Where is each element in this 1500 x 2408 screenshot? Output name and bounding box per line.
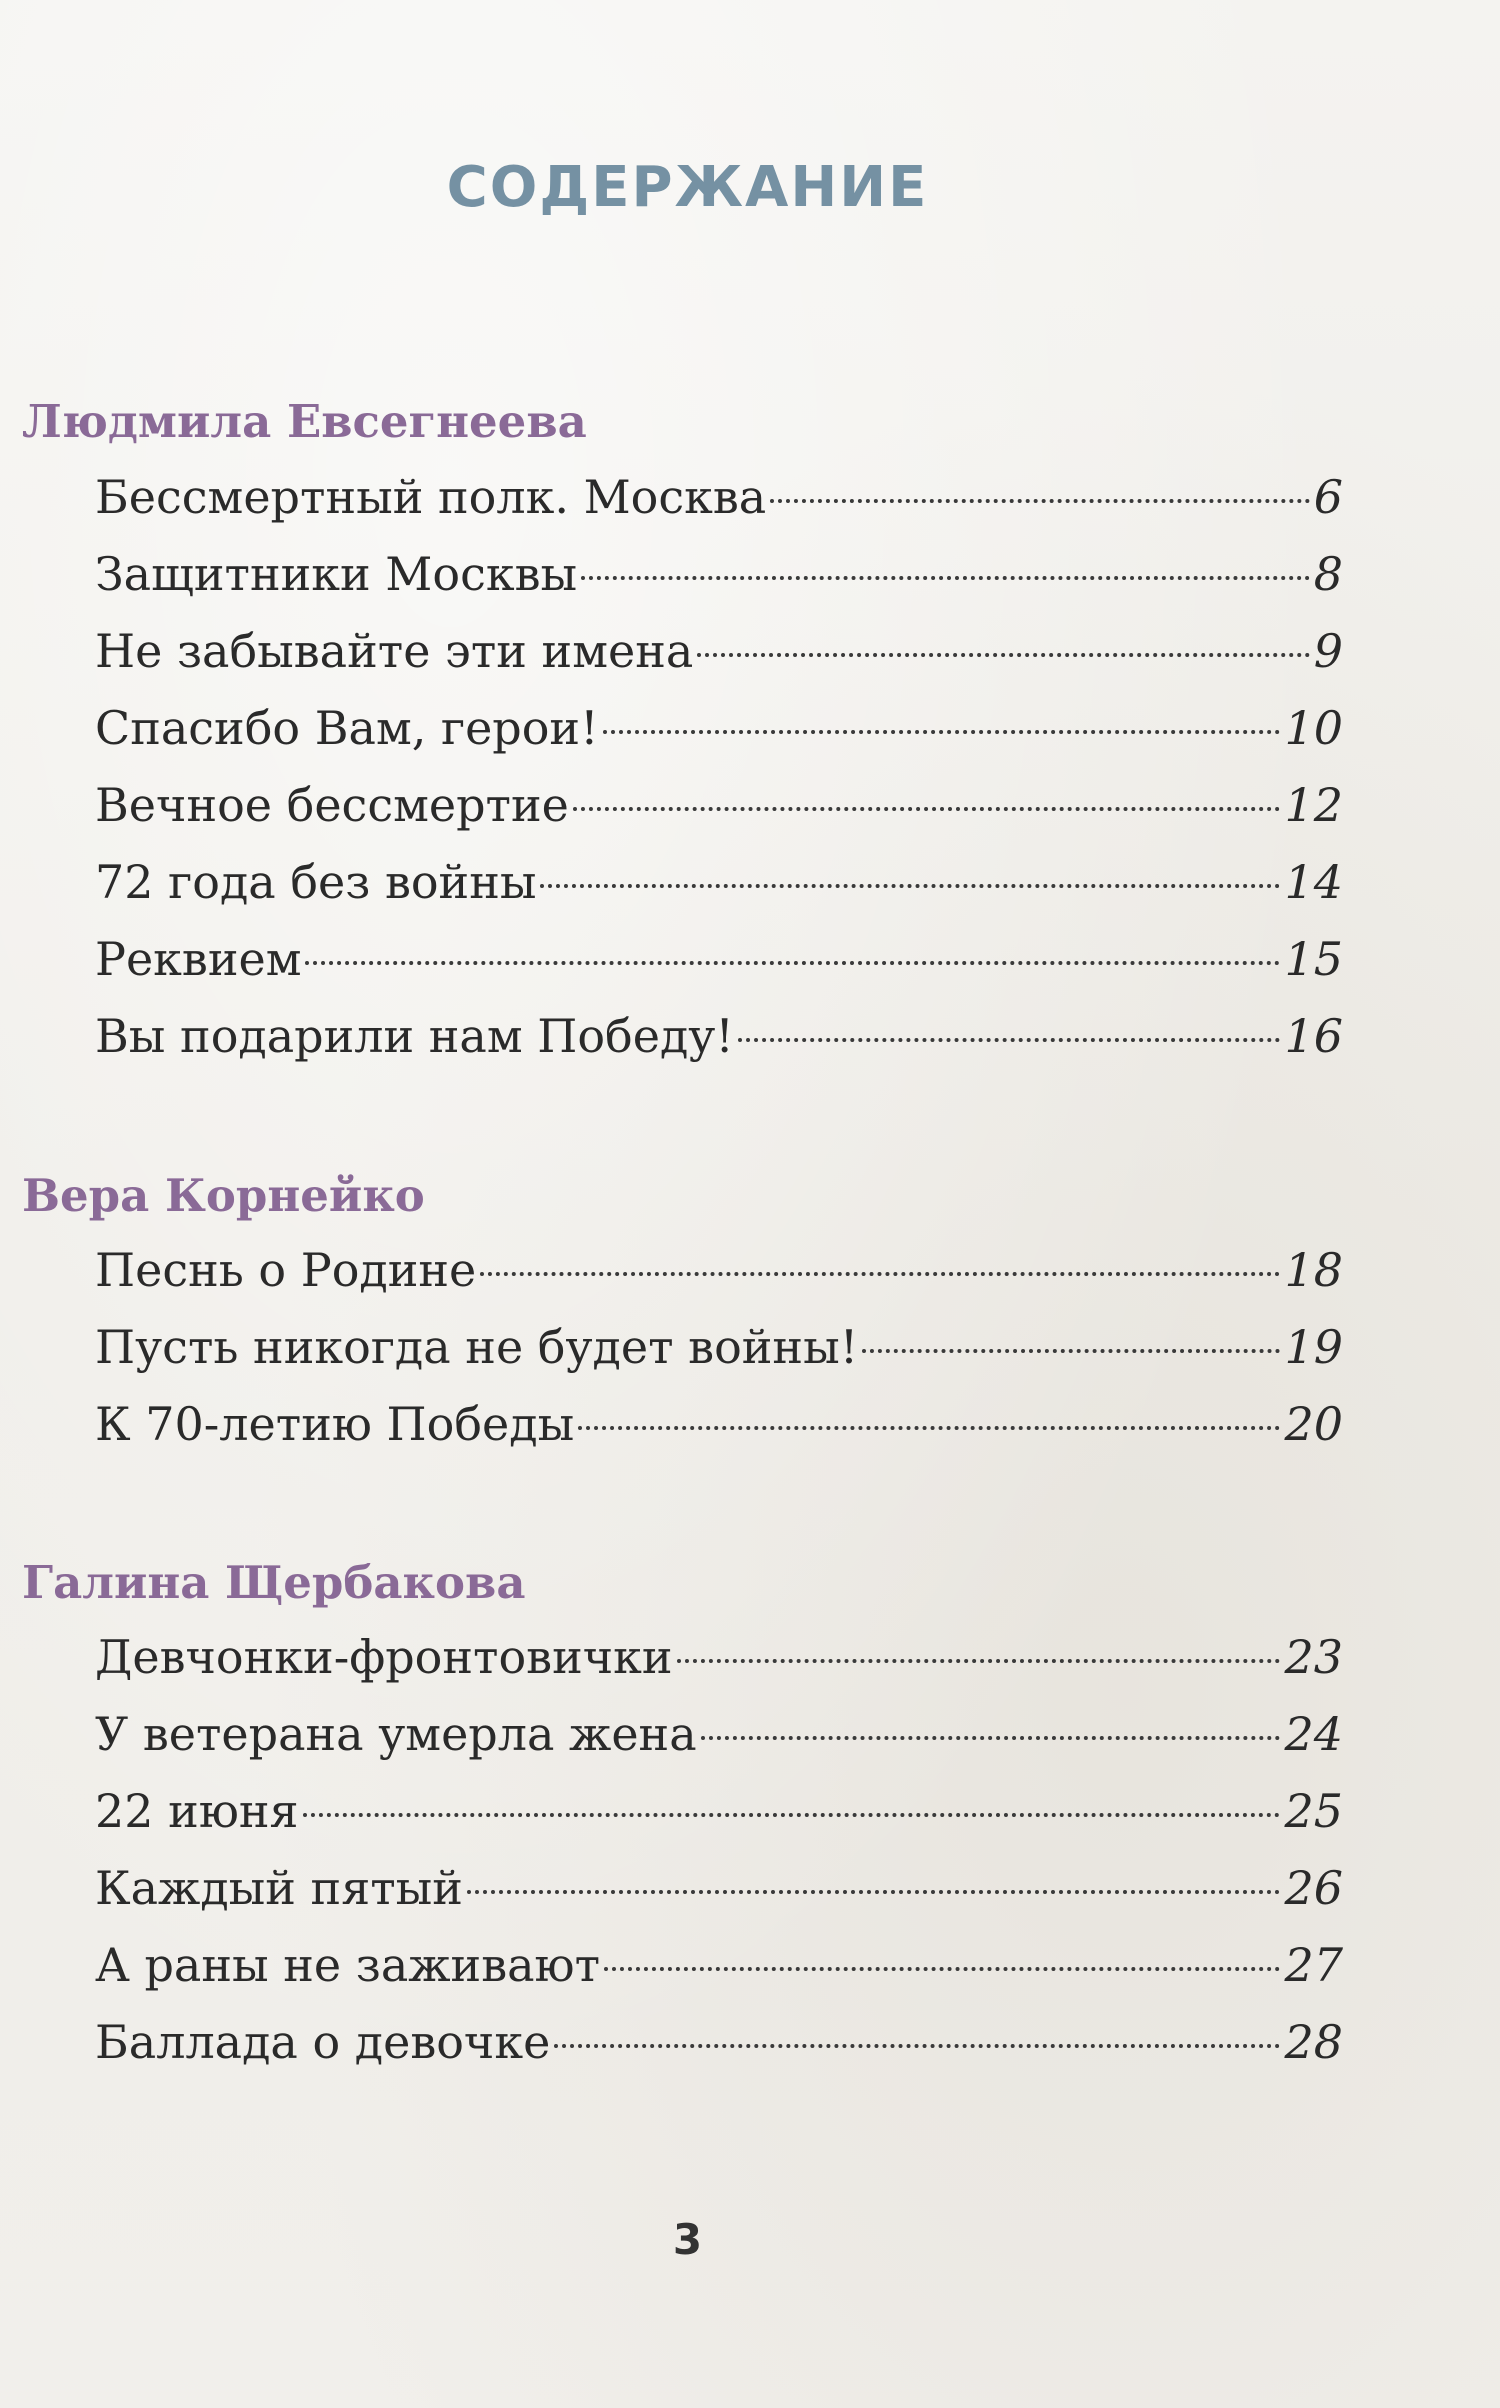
toc-entry (95, 1930, 1343, 2000)
toc-entry-title: К 70-летию Победы (95, 1397, 575, 1451)
dot-leader (554, 2044, 1280, 2048)
dot-leader (701, 1736, 1281, 1740)
toc-entry (95, 1853, 1343, 1923)
dot-leader (578, 1426, 1280, 1430)
toc-entry (95, 462, 1343, 532)
toc-entry-title: 72 года без войны (95, 855, 537, 909)
toc-entry-title: Пусть никогда не будет войны! (95, 1320, 859, 1374)
author-heading: Галина Щербакова (22, 1556, 526, 1609)
dot-leader (303, 1813, 1281, 1817)
dot-leader (697, 653, 1309, 657)
toc-entry-title: У ветерана умерла жена (95, 1707, 697, 1761)
toc-entry-page: 25 (1284, 1784, 1343, 1838)
toc-entry-title: Песнь о Родине (95, 1243, 477, 1297)
toc-entry-title: Вечное бессмертие (95, 778, 569, 832)
dot-leader (862, 1349, 1280, 1353)
page-number: 3 (672, 2215, 703, 2264)
author-heading: Людмила Евсегнеева (22, 395, 587, 448)
toc-entry-title: А раны не заживают (95, 1938, 601, 1992)
toc-entry (95, 2007, 1343, 2077)
toc-entry-title: Реквием (95, 932, 302, 986)
dot-leader (573, 807, 1281, 811)
toc-entry (95, 693, 1343, 763)
dot-leader (540, 884, 1280, 888)
toc-entry (95, 1622, 1343, 1692)
toc-entry-page: 19 (1284, 1320, 1343, 1374)
dot-leader (480, 1272, 1280, 1276)
toc-entry (95, 1235, 1343, 1305)
toc-entry-page: 10 (1284, 701, 1343, 755)
dot-leader (603, 730, 1281, 734)
toc-entry (95, 1699, 1343, 1769)
toc-entry-page: 23 (1284, 1630, 1343, 1684)
toc-entry-page: 27 (1284, 1938, 1343, 1992)
toc-entry (95, 616, 1343, 686)
author-heading: Вера Корнейко (22, 1169, 425, 1222)
toc-entry-page: 12 (1284, 778, 1343, 832)
toc-entry-title: Не забывайте эти имена (95, 624, 694, 678)
toc-entry (95, 539, 1343, 609)
toc-entry (95, 1389, 1343, 1459)
dot-leader (467, 1890, 1280, 1894)
toc-entry (95, 1001, 1343, 1071)
toc-entry-page: 16 (1284, 1009, 1343, 1063)
toc-entry-page: 20 (1284, 1397, 1343, 1451)
dot-leader (581, 576, 1310, 580)
toc-entry-page: 6 (1313, 470, 1343, 524)
toc-entry-page: 24 (1284, 1707, 1343, 1761)
toc-entry-title: 22 июня (95, 1784, 299, 1838)
toc-entry-page: 28 (1284, 2015, 1343, 2069)
toc-entry (95, 1776, 1343, 1846)
toc-entry (95, 924, 1343, 994)
toc-entry-title: Бессмертный полк. Москва (95, 470, 767, 524)
toc-entry-title: Каждый пятый (95, 1861, 463, 1915)
toc-entry-page: 9 (1313, 624, 1343, 678)
toc-entry-title: Баллада о девочке (95, 2015, 551, 2069)
toc-entry (95, 1312, 1343, 1382)
toc-entry-page: 14 (1284, 855, 1343, 909)
toc-entry-page: 26 (1284, 1861, 1343, 1915)
page-title: СОДЕРЖАНИЕ (446, 155, 929, 220)
toc-entry-title: Защитники Москвы (95, 547, 578, 601)
toc-entry-page: 15 (1284, 932, 1343, 986)
dot-leader (305, 961, 1280, 965)
dot-leader (677, 1659, 1281, 1663)
dot-leader (770, 499, 1310, 503)
dot-leader (604, 1967, 1280, 1971)
toc-entry-title: Вы подарили нам Победу! (95, 1009, 734, 1063)
toc-entry-page: 18 (1284, 1243, 1343, 1297)
toc-entry (95, 847, 1343, 917)
toc-entry-title: Девчонки-фронтовички (95, 1630, 673, 1684)
toc-entry-page: 8 (1313, 547, 1343, 601)
toc-entry (95, 770, 1343, 840)
dot-leader (738, 1038, 1281, 1042)
toc-entry-title: Спасибо Вам, герои! (95, 701, 599, 755)
